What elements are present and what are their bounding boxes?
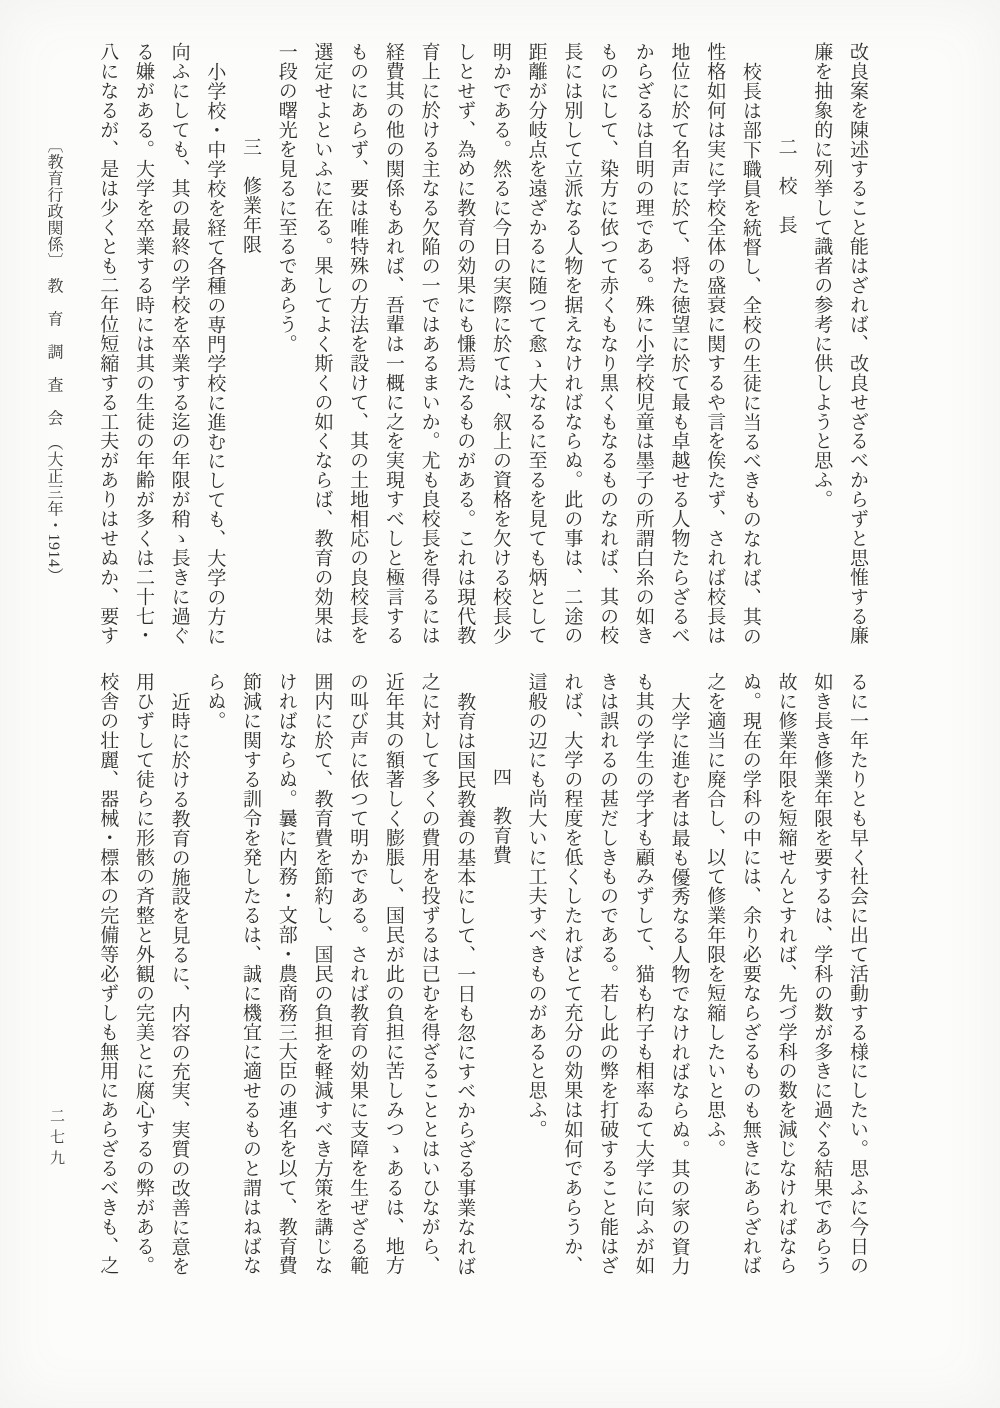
- text-column: 大学に進む者は最も優秀なる人物でなければならぬ。其の家の資力: [668, 692, 690, 1276]
- text-column: 長には別して立派なる人物を据えなければならぬ。此の事は、二途の: [561, 42, 583, 645]
- bottom-text-block: [90, 672, 875, 1288]
- text-column: 育上に於ける主なる欠陥の一ではあるまいか。尤も良校長を得るには: [418, 42, 440, 645]
- page-number: 二七九: [48, 1108, 64, 1171]
- text-column: 選定せよといふに在る。果してよく斯くの如くならば、教育の効果は: [311, 42, 333, 645]
- text-column: 用ひずして徒らに形骸の斉整と外観の完美とに腐心するの弊がある。: [132, 672, 154, 1275]
- text-column: 八になるが、是は少くとも二年位短縮する工夫がありはせぬか、要す: [97, 42, 119, 645]
- text-column: 這般の辺にも尚大いに工夫すべきものがあると思ふ。: [525, 672, 547, 1139]
- text-column: 如き長き修業年限を要するは、学科の数が多きに過ぐる結果であらう: [811, 672, 833, 1275]
- text-column: 教育は国民教養の基本にして、一日も忽にすべからざる事業なれば: [454, 692, 476, 1276]
- text-column: 校長は部下職員を統督し、全校の生徒に当るべきものなれば、其の: [739, 62, 761, 646]
- text-column: 近年其の額著しく膨脹し、国民が此の負担に苦しみつゝあるは、地方: [382, 672, 404, 1275]
- text-column: 校舎の壮麗、器械・標本の完備等必ずしも無用にあらざるべきも、之: [97, 672, 119, 1275]
- text-column: 小学校・中学校を経て各種の専門学校に進むにしても、大学の方に: [204, 62, 226, 646]
- text-column: の叫び声に依つて明かである。されば教育の効果に支障を生ぜざる範: [347, 672, 369, 1275]
- text-column: 距離が分岐点を遠ざかるに随つて愈ゝ大なるに至るを見ても炳として: [525, 42, 547, 645]
- text-column: らぬ。: [204, 672, 226, 731]
- text-column: 性格如何は実に学校全体の盛衰に関するや言を俟たず、されば校長は: [704, 42, 726, 645]
- text-column: 改良案を陳述すること能はざれば、改良せざるべからずと思惟する廉: [847, 42, 868, 645]
- section-heading: 四 教育費: [489, 767, 511, 865]
- text-column: 経費其の他の関係もあれば、吾輩は一概に之を実現すべしと極言する: [382, 42, 404, 645]
- text-column: れば、大学の程度を低くしたればとて充分の効果は如何であらうか、: [561, 672, 583, 1275]
- text-column: 明かである。然るに今日の実際に於ては、叙上の資格を欠ける校長少: [489, 42, 511, 645]
- text-column: きは誤れるの甚だしきものである。若し此の弊を打破すること能はざ: [597, 672, 619, 1275]
- text-column: 向ふにしても、其の最終の学校を卒業する迄の年限が稍ゝ長きに過ぐ: [168, 42, 190, 645]
- text-column: 廉を抽象的に列挙して識者の参考に供しようと思ふ。: [811, 42, 833, 509]
- text-column: しとせず、為めに教育の効果にも慊焉たるものがある。これは現代教: [454, 42, 476, 645]
- section-heading: 二 校 長: [775, 137, 797, 235]
- top-text-block: [90, 42, 875, 648]
- text-column: ぬ。現在の学科の中には、余り必要ならざるものも無きにあらざれば: [739, 672, 761, 1275]
- text-column: 地位に於て名声に於て、将た徳望に於て最も卓越せる人物たらざるべ: [668, 42, 690, 645]
- text-column: る嫌がある。大学を卒業する時には其の生徒の年齢が多くは二十七・: [132, 42, 154, 645]
- document-source-caption: 〔教育行政関係〕 教 育 調 査 会 （大正三年・1914）: [45, 137, 62, 584]
- text-column: ものにして、染方に依つて赤くもなり黒くもなるものなれば、其の校: [597, 42, 619, 645]
- text-column: 故に修業年限を短縮せんとすれば、先づ学科の数を減じなければなら: [775, 672, 797, 1275]
- text-column: からざるは自明の理である。殊に小学校児童は墨子の所謂白糸の如き: [632, 42, 654, 645]
- text-column: 一段の曙光を見るに至るであらう。: [275, 42, 297, 354]
- text-column: ものにあらず、要は唯特殊の方法を設けて、其の土地相応の良校長を: [347, 42, 369, 645]
- text-column: ければならぬ。曩に内務・文部・農商務三大臣の連名を以て、教育費: [275, 672, 297, 1275]
- section-heading: 三 修業年限: [240, 137, 262, 254]
- text-column: 之を適当に廃合し、以て修業年限を短縮したいと思ふ。: [704, 672, 726, 1159]
- text-column: るに一年たりとも早く社会に出て活動する様にしたい。思ふに今日の: [847, 672, 868, 1275]
- text-column: 囲内に於て、教育費を節約し、国民の負担を軽減すべき方策を講じな: [311, 672, 333, 1275]
- text-column: 節減に関する訓令を発したるは、誠に機宜に適せるものと謂はねばな: [240, 672, 262, 1275]
- text-column: 近時に於ける教育の施設を見るに、内容の充実、実質の改善に意を: [168, 692, 190, 1276]
- text-column: 之に対して多くの費用を投ずるは已むを得ざることとはいひながら、: [418, 672, 440, 1275]
- text-column: も其の学生の学才も顧みずして、猫も杓子も相率ゐて大学に向ふが如: [632, 672, 654, 1275]
